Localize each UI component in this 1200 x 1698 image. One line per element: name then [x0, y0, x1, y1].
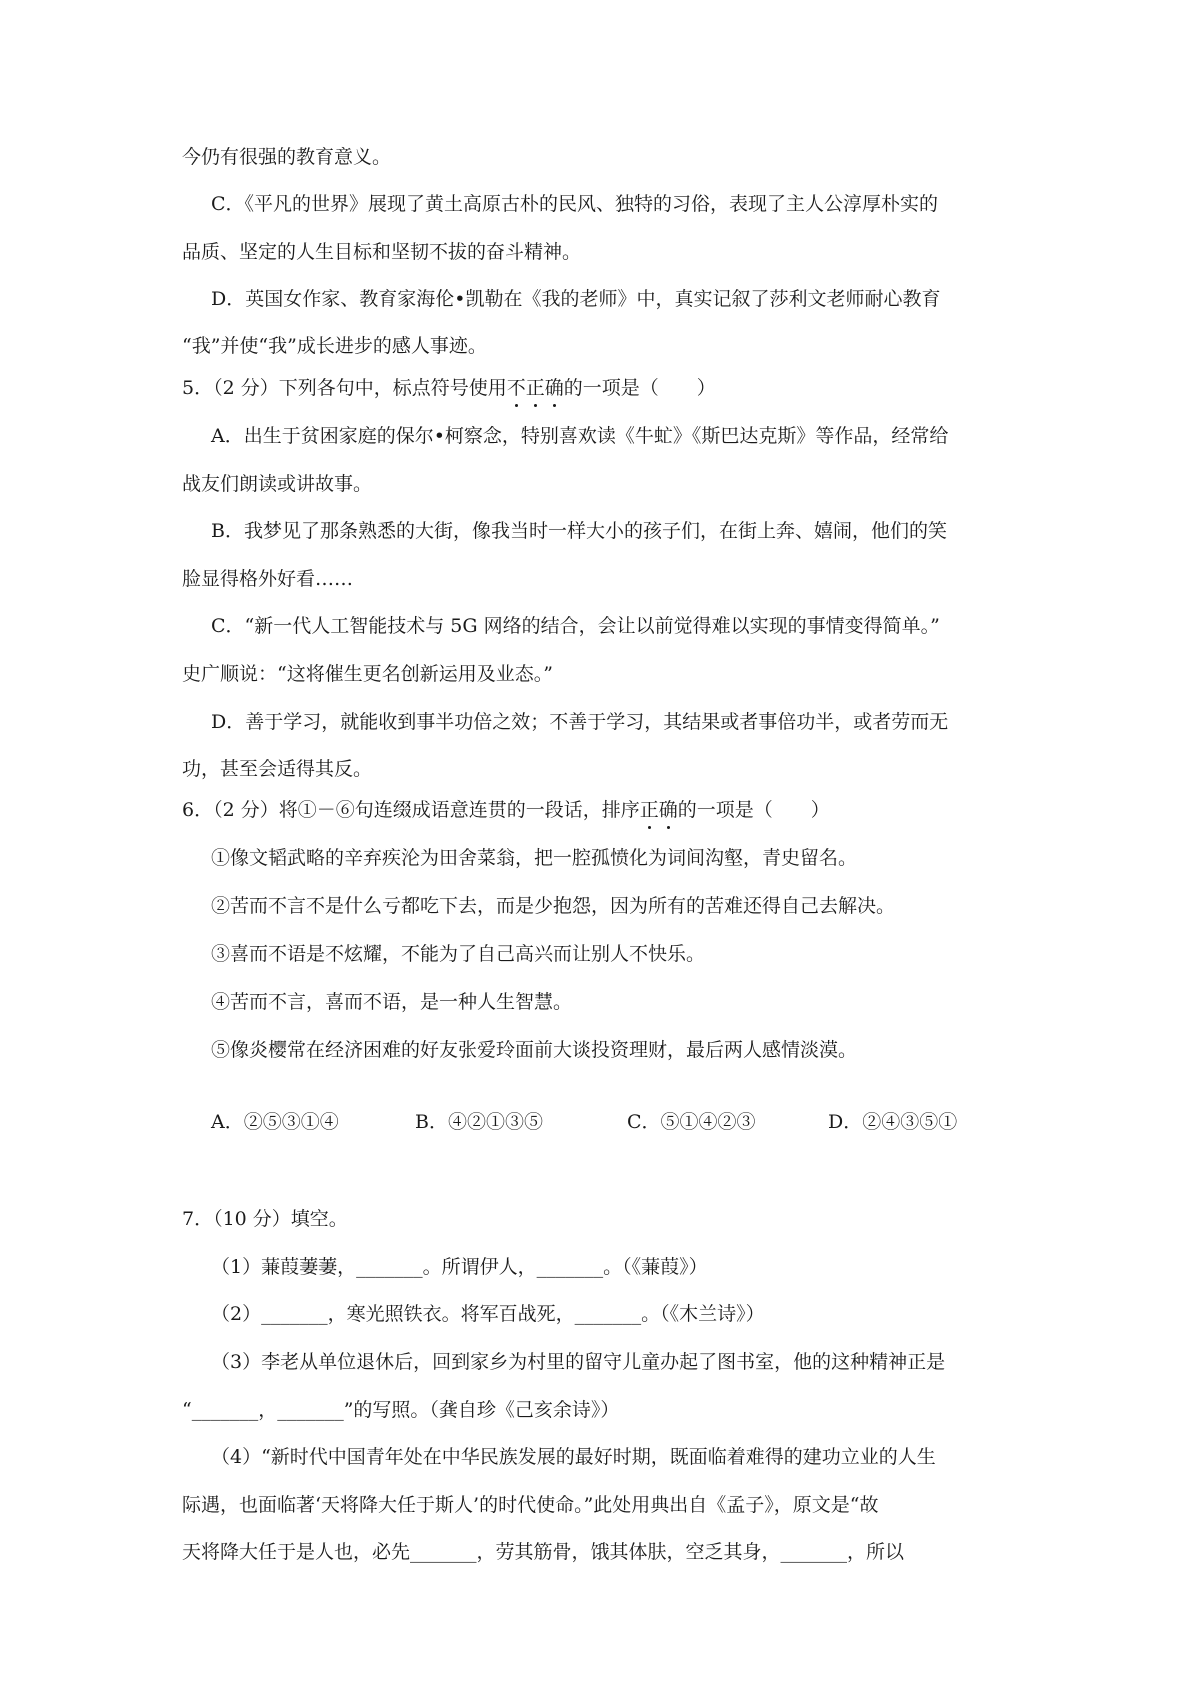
q6-sentence-5: ⑤像炎樱常在经济困难的好友张爱玲面前大谈投资理财，最后两人感情淡漠。 [211, 1039, 858, 1061]
q5-stem [0, 375, 1200, 401]
q6-stem [0, 797, 1200, 823]
q6-sentence-1: ①像文韬武略的辛弃疾沦为田舍菜翁，把一腔孤愤化为词间沟壑，青史留名。 [211, 847, 858, 869]
q6-sentence-4: ④苦而不言，喜而不语，是一种人生智慧。 [211, 991, 573, 1013]
q4-option-c-line1: C．《平凡的世界》展现了黄土高原古朴的民风、独特的习俗，表现了主人公淳厚朴实的 [211, 193, 939, 215]
q7-part-3-line2: “_______，_______”的写照。（龚自珍《己亥余诗》） [182, 1399, 620, 1421]
emphasis-char: 正 [639, 799, 659, 821]
q5-option-c-line2: 史广顺说：“这将催生更名创新运用及业态。” [182, 663, 553, 685]
q5-option-d-line1: D．善于学习，就能收到事半功倍之效；不善于学习，其结果或者事倍功半，或者劳而无 [211, 711, 949, 733]
q5-option-a-line2: 战友们朗读或讲故事。 [182, 473, 373, 495]
q7-part-2: （2）_______，寒光照铁衣。将军百战死，_______。（《木兰诗》） [211, 1303, 765, 1325]
emphasis-char: 正 [525, 377, 545, 399]
q7-stem: 7．（10 分）填空。 [182, 1208, 348, 1230]
q6-option-d[interactable]: D．②④③⑤① [828, 1111, 958, 1133]
q4-option-c-line2: 品质、坚定的人生目标和坚韧不拔的奋斗精神。 [182, 241, 582, 263]
q7-part-4-line3: 天将降大任于是人也，必先_______，劳其筋骨，饿其体肤，空乏其身，_______，所以 [182, 1541, 905, 1563]
emphasis-char: 确 [658, 799, 678, 821]
q5-option-b-line1: B．我梦见了那条熟悉的大街，像我当时一样大小的孩子们，在街上奔、嬉闹，他们的笑 [211, 520, 947, 542]
q5-option-c-line1: C．“新一代人工智能技术与 5G 网络的结合，会让以前觉得难以实现的事情变得简单。” [211, 615, 940, 637]
q7-part-4-line2: 际遇，也面临著‘天将降大任于斯人’的时代使命。”此处用典出自《孟子》，原文是“故 [182, 1494, 879, 1516]
q6-option-c[interactable]: C．⑤①④②③ [627, 1111, 756, 1133]
q4-option-d-line1: D．英国女作家、教育家海伦•凯勒在《我的老师》中，真实记叙了莎利文老师耐心教育 [211, 288, 941, 310]
q6-stem-tail: 的一项是（ ） [677, 799, 830, 821]
q7-part-4-line1: （4）“新时代中国青年处在中华民族发展的最好时期，既面临着难得的建功立业的人生 [211, 1446, 936, 1468]
emphasis-char: 确 [544, 377, 564, 399]
q4-option-d-line2: “我”并使“我”成长进步的感人事迹。 [182, 335, 487, 357]
q6-stem-text: 6．（2 分）将①－⑥句连缀成语意连贯的一段话，排序 [182, 799, 640, 821]
q7-part-1: （1）蒹葭萋萋，_______。所谓伊人，_______。（《蒹葭》） [211, 1256, 708, 1278]
emphasis-char: 不 [506, 377, 526, 399]
q6-sentence-3: ③喜而不语是不炫耀，不能为了自己高兴而让别人不快乐。 [211, 943, 706, 965]
q7-part-3-line1: （3）李老从单位退休后，回到家乡为村里的留守儿童办起了图书室，他的这种精神正是 [211, 1351, 946, 1373]
q5-stem-tail: 的一项是（ ） [563, 377, 716, 399]
q6-sentence-2: ②苦而不言不是什么亏都吃下去，而是少抱怨，因为所有的苦难还得自己去解决。 [211, 895, 896, 917]
q6-option-a[interactable]: A．②⑤③①④ [211, 1111, 339, 1133]
q4-option-b-continuation: 今仍有很强的教育意义。 [182, 146, 392, 168]
q5-option-d-line2: 功，甚至会适得其反。 [182, 758, 373, 780]
q6-option-b[interactable]: B．④②①③⑤ [415, 1111, 543, 1133]
q5-stem-text: 5．（2 分）下列各句中，标点符号使用 [182, 377, 507, 399]
q5-option-a-line1: A．出生于贫困家庭的保尔•柯察念，特别喜欢读《牛虻》《斯巴达克斯》等作品，经常给 [211, 425, 949, 447]
q5-option-b-line2: 脸显得格外好看…… [182, 568, 354, 590]
